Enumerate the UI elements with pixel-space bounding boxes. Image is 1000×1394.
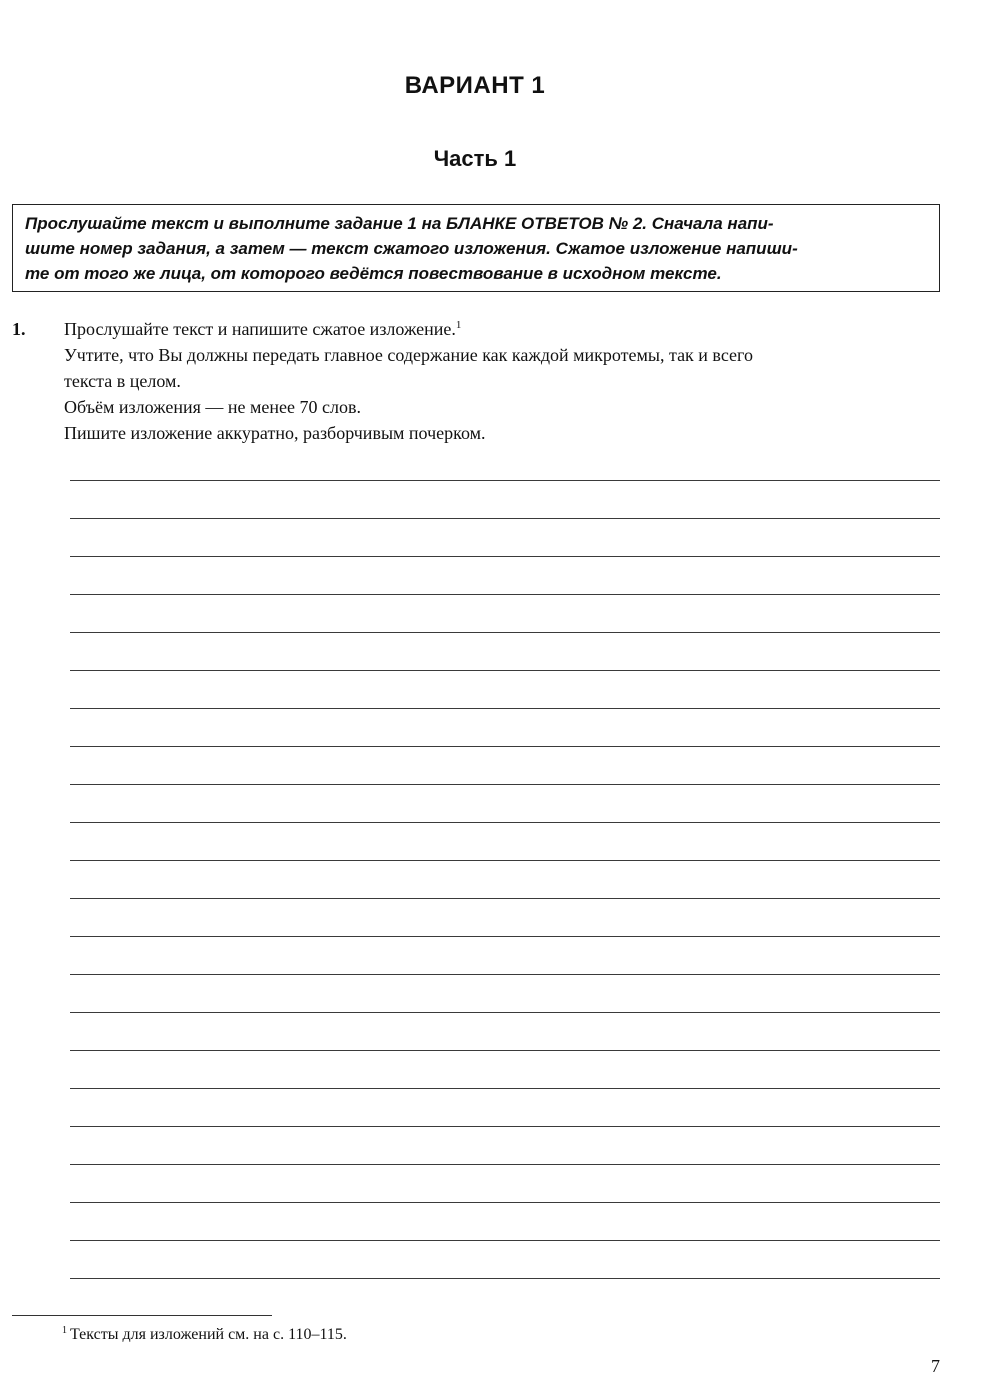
answer-line[interactable] xyxy=(70,1278,940,1279)
instruction-line: шите номер задания, а затем — текст сжатого изложения. Сжатое изложение напиши- xyxy=(25,239,798,258)
answer-line[interactable] xyxy=(70,1126,940,1127)
answer-line[interactable] xyxy=(70,1050,940,1051)
answer-line[interactable] xyxy=(70,822,940,823)
instruction-box xyxy=(12,204,940,292)
answer-line[interactable] xyxy=(70,1088,940,1089)
answer-line[interactable] xyxy=(70,898,940,899)
instruction-line: Прослушайте текст и выполните задание 1 на БЛАНКЕ ОТВЕТОВ № 2. Сначала напи- xyxy=(25,214,774,233)
page-number: 7 xyxy=(931,1356,940,1376)
answer-line[interactable] xyxy=(70,1240,940,1241)
answer-lines[interactable] xyxy=(70,480,940,1316)
variant-title: ВАРИАНТ 1 xyxy=(404,72,546,99)
task-line: Пишите изложение аккуратно, разборчивым почерком. xyxy=(64,423,486,443)
task-number: 1. xyxy=(12,319,26,339)
answer-line[interactable] xyxy=(70,746,940,747)
answer-line[interactable] xyxy=(70,936,940,937)
footnote-reference: 1 xyxy=(455,319,462,331)
answer-line[interactable] xyxy=(70,784,940,785)
task-line: Объём изложения — не менее 70 слов. xyxy=(64,397,361,417)
task-line xyxy=(64,316,954,342)
footnote-divider xyxy=(12,1315,272,1316)
answer-line[interactable] xyxy=(70,518,940,519)
answer-line[interactable] xyxy=(70,708,940,709)
answer-line[interactable] xyxy=(70,556,940,557)
answer-line[interactable] xyxy=(70,480,940,481)
instruction-line: те от того же лица, от которого ведётся повествование в исходном тексте. xyxy=(25,264,722,283)
footnote-mark: 1 xyxy=(62,1325,67,1336)
task-line-text: Прослушайте текст и напишите сжатое изложение. xyxy=(64,319,456,339)
part-title: Часть 1 xyxy=(433,146,517,171)
answer-line[interactable] xyxy=(70,594,940,595)
answer-line[interactable] xyxy=(70,860,940,861)
footnote-text: Тексты для изложений см. на с. 110–115. xyxy=(70,1326,347,1343)
footnote xyxy=(62,1326,347,1344)
answer-line[interactable] xyxy=(70,974,940,975)
answer-line[interactable] xyxy=(70,1202,940,1203)
answer-line[interactable] xyxy=(70,1012,940,1013)
answer-line[interactable] xyxy=(70,1164,940,1165)
task-line: текста в целом. xyxy=(64,371,181,391)
task-text xyxy=(64,316,954,446)
task-line: Учтите, что Вы должны передать главное содержание как каждой микротемы, так и всего xyxy=(64,345,753,365)
answer-line[interactable] xyxy=(70,632,940,633)
answer-line[interactable] xyxy=(70,670,940,671)
